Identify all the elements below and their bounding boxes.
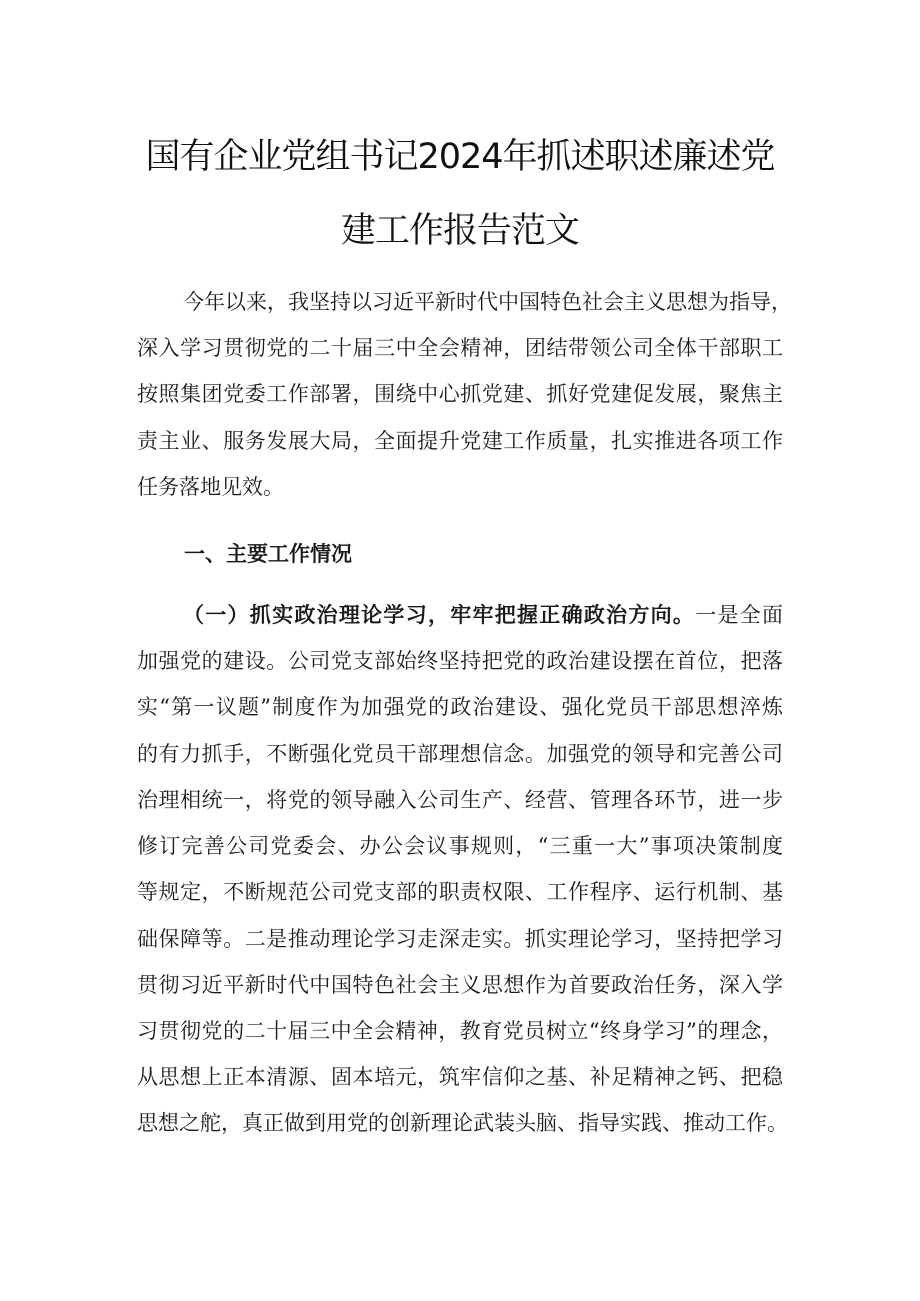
body-line: 贯彻习近平新时代中国特色社会主义思想作为首要政治任务，深入学 [137,973,783,997]
body-line: 治理相统一，将党的领导融入公司生产、经营、管理各环节，进一步 [137,788,783,812]
intro-line: 任务落地见效。 [137,475,284,499]
section1-heading: 一、主要工作情况 [184,542,352,566]
body-line: 思想之舵，真正做到用党的创新理论武装头脑、指导实践、推动工作。 [137,1111,788,1135]
intro-line: 深入学习贯彻党的二十届三中全会精神，团结带领公司全体干部职工 [137,336,783,360]
subsection1-first-rest: 一是全面 [695,603,784,627]
body-line: 等规定，不断规范公司党支部的职责权限、工作程序、运行机制、基 [137,880,783,904]
document-title-line2: 建工作报告范文 [340,211,579,251]
body-line: 础保障等。二是推动理论学习走深走实。抓实理论学习，坚持把学习 [137,927,783,951]
subsection1-first-line [183,600,783,630]
intro-line: 责主业、服务发展大局，全面提升党建工作质量，扎实推进各项工作 [137,429,783,453]
intro-line: 今年以来，我坚持以习近平新时代中国特色社会主义思想为指导， [183,290,792,314]
body-line: 从思想上正本清源、固本培元，筑牢信仰之基、补足精神之钙、把稳 [137,1065,783,1089]
body-line: 的有力抓手，不断强化党员干部理想信念。加强党的领导和完善公司 [137,742,783,766]
subsection1-heading: （一）抓实政治理论学习，牢牢把握正确政治方向。 [183,603,696,627]
intro-line: 按照集团党委工作部署，围绕中心抓党建、抓好党建促发展，聚焦主 [137,382,783,406]
body-line: 加强党的建设。公司党支部始终坚持把党的政治建设摆在首位，把落 [137,649,783,673]
document-title-line1: 国有企业党组书记2024年抓述职述廉述党 [145,137,775,177]
body-line: 修订完善公司党委会、办公会议事规则，“三重一大”事项决策制度 [137,834,783,858]
body-line: 实“第一议题”制度作为加强党的政治建设、强化党员干部思想淬炼 [137,695,783,719]
body-line: 习贯彻党的二十届三中全会精神，教育党员树立“终身学习”的理念， [137,1019,783,1043]
